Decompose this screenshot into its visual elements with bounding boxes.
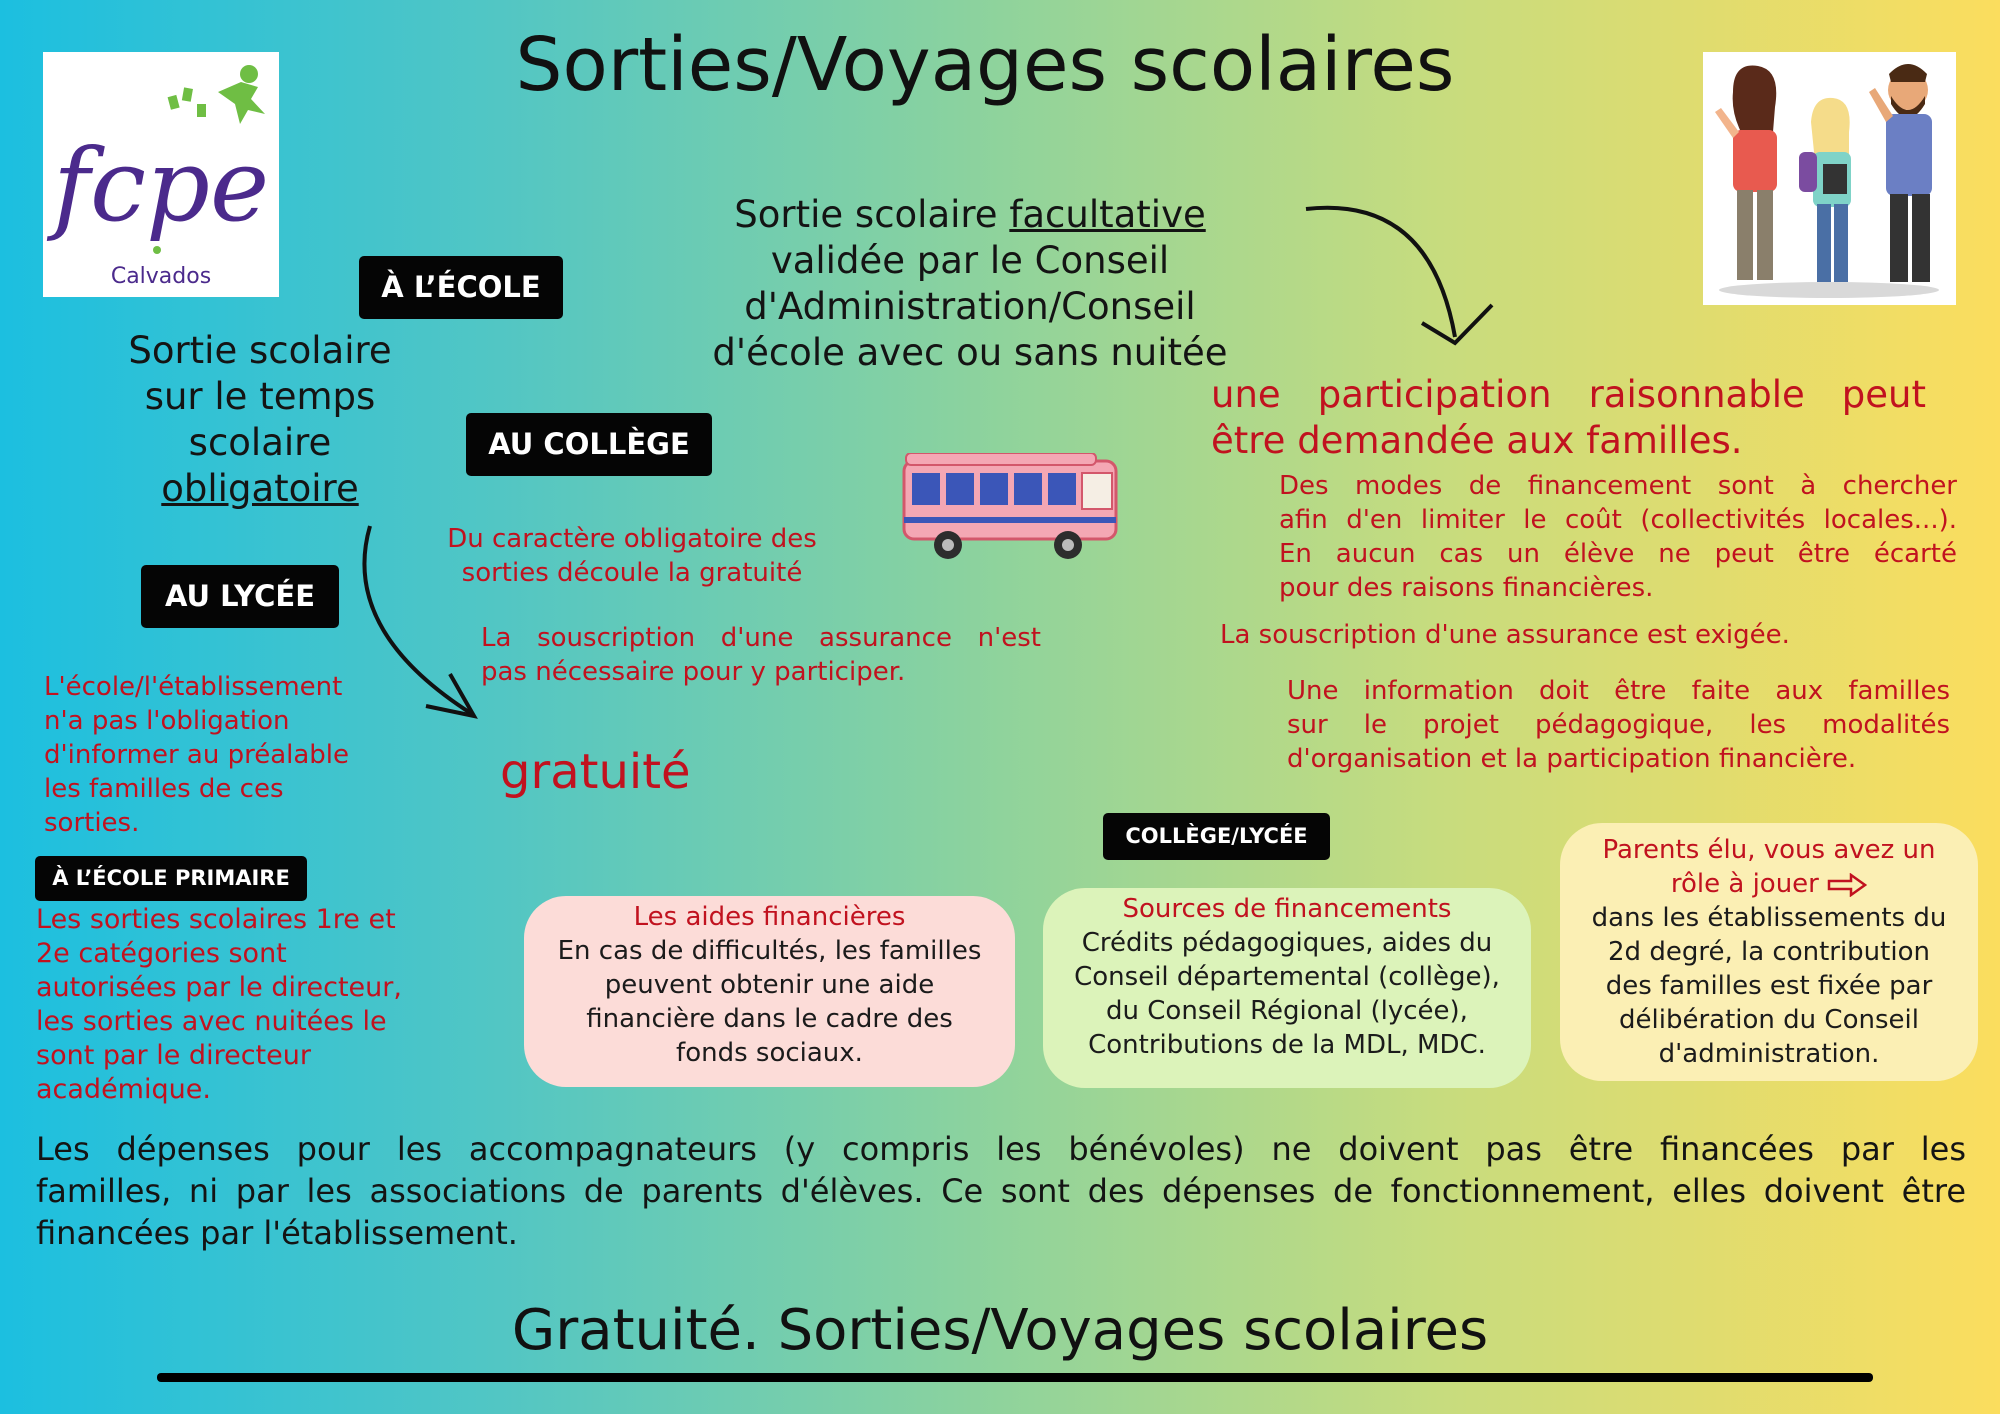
- tag-college-lycee: COLLÈGE/LYCÉE: [1103, 813, 1330, 860]
- fcpe-logo: [43, 52, 279, 297]
- footer-title: Gratuité. Sorties/Voyages scolaires: [511, 1298, 1489, 1363]
- accompagnateurs-paragraph: Les dépenses pour les accompagnateurs (y compris les bénévoles) ne doivent pas être financées par les familles, ni par les associations de parents d'élèves. Ce sont des dépenses de fonctionnement, elles doivent être financées par l'établissement.: [36, 1130, 1966, 1252]
- arrow-curve-right-icon: [1290, 195, 1510, 355]
- tag-ecole-primaire: À L’ÉCOLE PRIMAIRE: [35, 856, 307, 901]
- sources-financements-box: Sources de financements Crédits pédagogiques, aides du Conseil départemental (collège), du Conseil Régional (lycée), Contributions de la MDL, MDC.: [1043, 888, 1531, 1088]
- aides-title: Les aides financières: [633, 902, 906, 932]
- logo-subtitle: Calvados: [110, 264, 212, 289]
- footer-divider: [157, 1373, 1873, 1382]
- parents-elus-box: Parents élu, vous avez un rôle à jouer dans les établissements du 2d degré, la contribution des familles est fixée par délibération du Conseil d'administration.: [1560, 823, 1978, 1081]
- gratuite-explication: Du caractère obligatoire des sorties découle la gratuité: [447, 524, 817, 588]
- aides-financieres-box: Les aides financières En cas de difficultés, les familles peuvent obtenir une aide financière dans le cadre des fonds sociaux.: [524, 896, 1015, 1087]
- bus-icon: [898, 453, 1130, 563]
- assurance-non-necessaire: La souscription d'une assurance n'est pas nécessaire pour y participer.: [481, 623, 1041, 687]
- assurance-exigee: La souscription d'une assurance est exigée.: [1220, 620, 1790, 650]
- information-familles: Une information doit être faite aux familles sur le projet pédagogique, les modalités d'organisation et la participation financière.: [1287, 676, 1950, 774]
- gratuite-label: gratuité: [500, 744, 691, 800]
- fcpe-logo-mark: [43, 52, 279, 297]
- people-illustration: [1703, 52, 1956, 305]
- svg-text:fcpe: fcpe: [53, 127, 270, 244]
- etablissement-info: L'école/l'établissement n'a pas l'obligation d'informer au préalable les familles de ces sorties.: [44, 672, 350, 838]
- page-title: Sorties/Voyages scolaires: [515, 22, 1455, 108]
- sortie-facultative: Sortie scolaire facultative validée par le Conseil d'Administration/Conseil d'école avec ou sans nuitée: [712, 193, 1228, 374]
- tag-college: AU COLLÈGE: [466, 413, 712, 476]
- primaire-info: Les sorties scolaires 1re et 2e catégories sont autorisées par le directeur, les sorties avec nuitées le sont par le directeur académique.: [36, 904, 402, 1105]
- arrow-right-icon: [1827, 873, 1867, 897]
- modes-financement: Des modes de financement sont à chercher afin d'en limiter le coût (collectivités locales...). En aucun cas un élève ne peut être écarté pour des raisons financières.: [1279, 471, 1957, 603]
- participation-raisonnable: une participation raisonnable peut être demandée aux familles.: [1211, 373, 1926, 462]
- sources-title: Sources de financements: [1122, 894, 1452, 924]
- obligatoire-word: obligatoire: [161, 467, 359, 510]
- tag-lycee: AU LYCÉE: [141, 565, 339, 628]
- tag-ecole: À L’ÉCOLE: [359, 256, 563, 319]
- sortie-obligatoire: Sortie scolaire sur le temps scolaire obligatoire: [88, 328, 432, 512]
- facultative-word: facultative: [1009, 193, 1206, 236]
